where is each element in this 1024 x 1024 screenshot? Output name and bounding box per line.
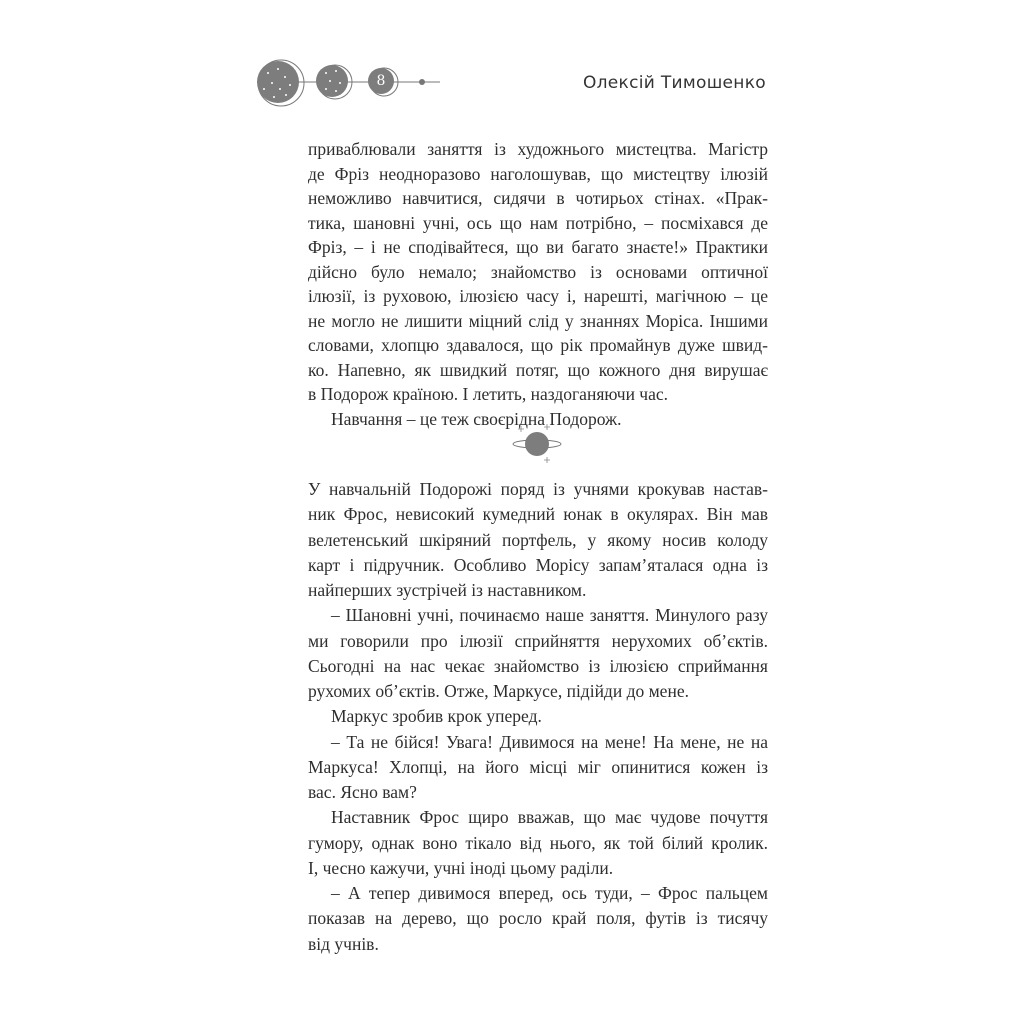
text-line: І, чесно кажучи, учні іноді цьому раділи. xyxy=(308,857,614,878)
page-number: 8 xyxy=(376,73,386,89)
text-line: Маркуса! Хлопці, на його місці міг опинитися кожен із xyxy=(308,756,768,777)
text-line: Фріз, – і не сподівайтеся, що ви багато знаєте!» Практики xyxy=(308,237,768,257)
paragraph xyxy=(308,805,768,881)
text-line: неможливо навчитися, сидячи в чотирьох стінах. «Прак- xyxy=(308,188,768,208)
text-line: – А тепер дивимося вперед, ось туди, – Фрос пальцем xyxy=(331,883,768,903)
paragraph xyxy=(308,603,768,704)
text-line: рухомих об’єктів. Отже, Маркусе, підійди до мене. xyxy=(308,681,689,701)
page-number-moons-ornament xyxy=(250,55,450,111)
paragraph xyxy=(308,881,768,957)
text-line: словами, хлопцю здавалося, що рік промайнув дуже швид- xyxy=(308,335,768,355)
paragraph xyxy=(308,704,768,729)
text-line: – Та не бійся! Увага! Дивимося на мене! На мене, не на xyxy=(331,731,768,752)
text-line: У навчальній Подорожі поряд із учнями крокував настав- xyxy=(308,479,768,499)
text-line: тика, шановні учні, ось що нам потрібно, – посміхався де xyxy=(308,212,768,233)
text-line: не могло не лишити міцний слід у знаннях Моріса. Іншими xyxy=(308,310,768,331)
text-line: від учнів. xyxy=(308,933,379,954)
text-line: найперших зустрічей із наставником. xyxy=(308,580,587,600)
text-line: дійсно було немало; знайомство із основами оптичної xyxy=(308,261,768,282)
text-block-2 xyxy=(308,477,768,957)
running-header-author: Олексій Тимошенко xyxy=(582,73,766,93)
text-line: ми говорили про ілюзії сприйняття нерухомих об’єктів. xyxy=(308,630,768,651)
paragraph xyxy=(308,730,768,806)
text-line: ник Фрос, невисокий кумедний юнак в окулярах. Він мав xyxy=(308,504,768,525)
text-line: ілюзії, із руховою, ілюзією часу і, нарешті, магічною – це xyxy=(308,286,768,306)
paragraph xyxy=(308,477,768,603)
text-line: Наставник Фрос щиро вважав, що має чудове почуття xyxy=(331,807,768,828)
text-line: Сьогодні на нас чекає знайомство із ілюзією сприймання xyxy=(308,655,768,676)
text-line: гумору, однак воно тікало від нього, як той білий кролик. xyxy=(308,832,768,853)
text-line: ко. Напевно, як швидкий потяг, що кожного дня вирушає xyxy=(308,359,768,380)
text-line: Навчання – це теж своєрідна Подорож. xyxy=(331,408,622,429)
text-line: карт і підручник. Особливо Морісу запам’яталася одна із xyxy=(308,554,768,575)
text-line: велетенський шкіряний портфель, у якому носив колоду xyxy=(308,529,768,550)
text-line: приваблювали заняття із художнього мистецтва. Магістр xyxy=(308,139,768,159)
text-block-1 xyxy=(308,137,768,431)
text-line: вас. Ясно вам? xyxy=(308,782,417,802)
text-line: – Шановні учні, починаємо наше заняття. Минулого разу xyxy=(331,605,768,626)
planet-divider-icon xyxy=(512,423,562,470)
text-line: показав на дерево, що росло край поля, футів із тисячу xyxy=(308,908,768,929)
text-line: Маркус зробив крок уперед. xyxy=(331,706,542,727)
paragraph xyxy=(308,137,768,407)
text-line: де Фріз неодноразово наголошував, що мистецтву ілюзій xyxy=(308,163,768,184)
text-line: в Подорож країною. І летить, наздоганяючи час. xyxy=(308,384,669,404)
